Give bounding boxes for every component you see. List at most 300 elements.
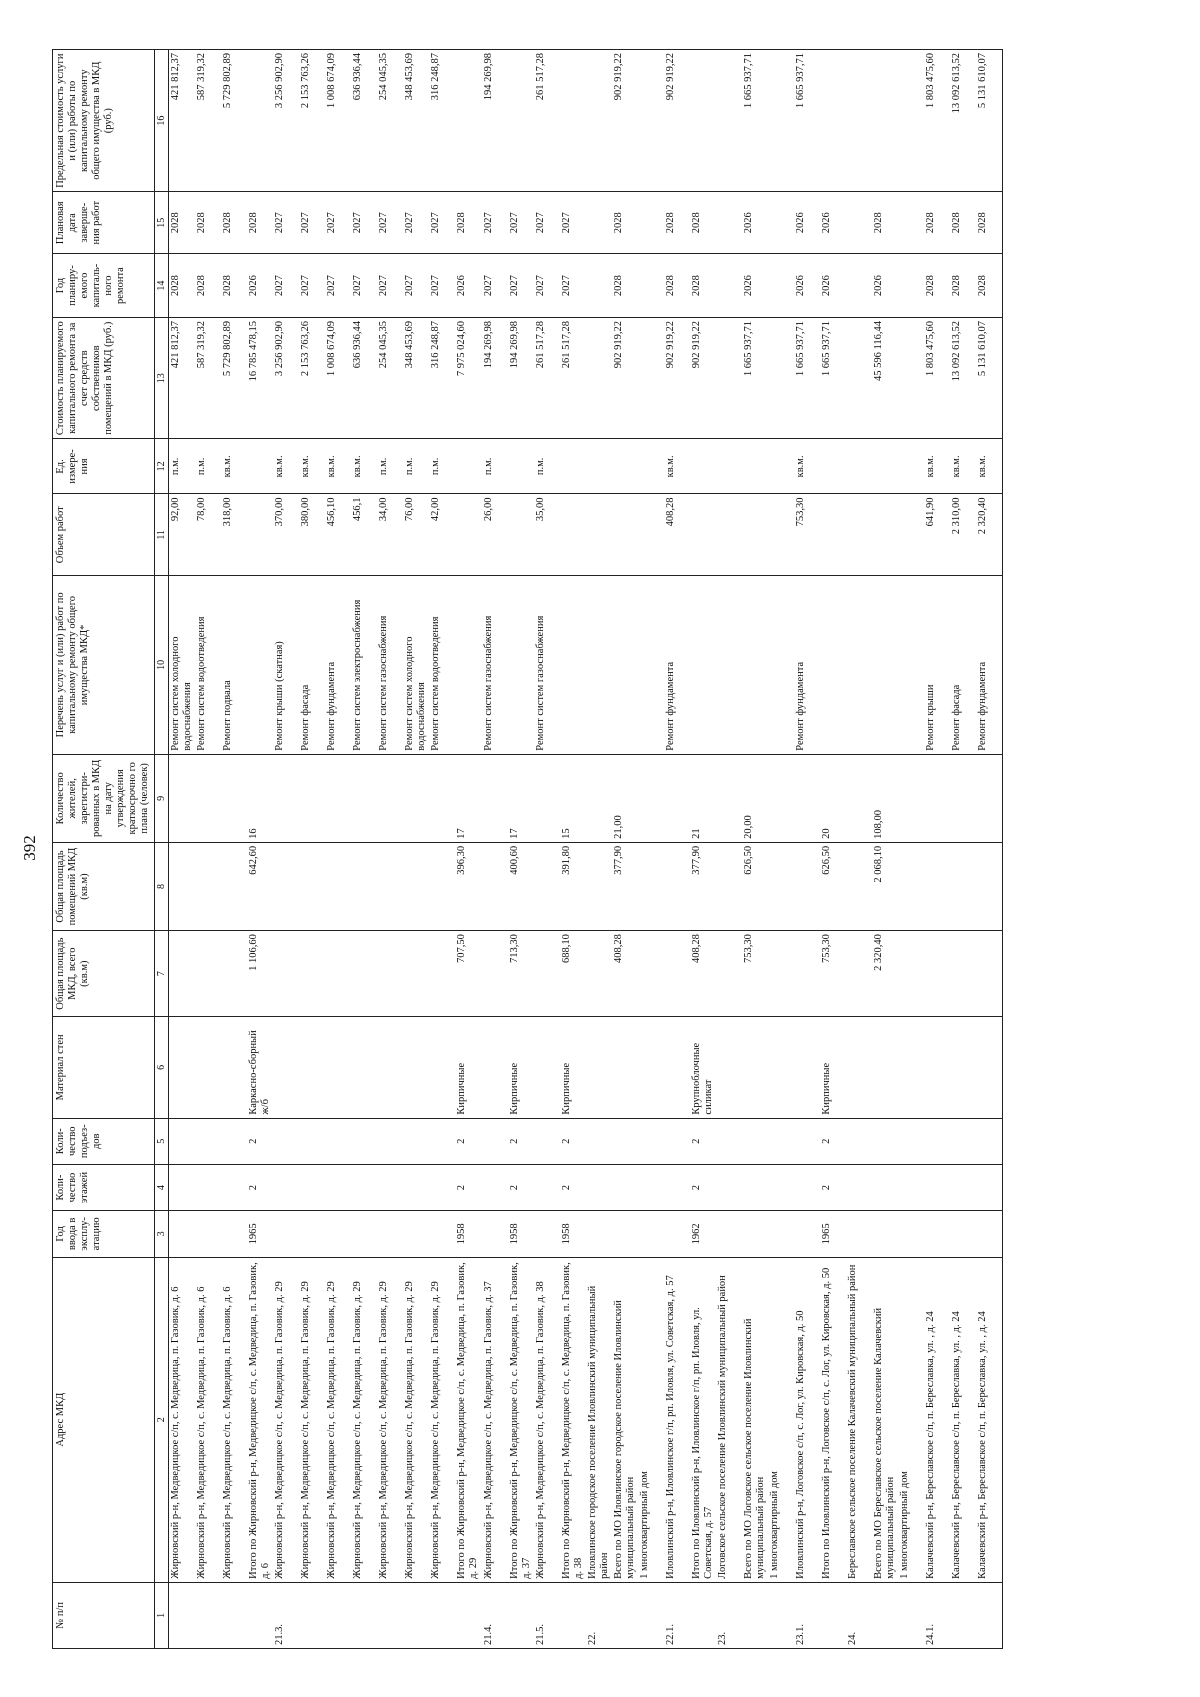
floors-cell <box>299 1164 325 1210</box>
entrances-cell <box>403 1118 429 1164</box>
entrances-cell <box>950 1118 976 1164</box>
entrances-cell <box>325 1118 351 1164</box>
unit-cell <box>690 439 716 494</box>
volume-cell <box>508 494 534 576</box>
address-cell: Жирновский р-н, Медведицкое с/п, с. Медведица, п. Газовик, д. 29 <box>429 1257 455 1582</box>
unit-cell <box>898 439 924 494</box>
completion-cell: 2026 <box>742 192 768 254</box>
unit-cell: кв.м. <box>351 439 377 494</box>
cost-cell: 1 665 937,71 <box>794 318 820 439</box>
planned-year-cell <box>768 254 794 318</box>
row-number <box>768 1582 794 1648</box>
premises-area-cell <box>273 842 299 930</box>
planned-year-cell: 2026 <box>247 254 273 318</box>
total-area-cell <box>403 931 429 1017</box>
premises-area-cell <box>664 842 690 930</box>
address-cell: Итого по Жирновский р-н, Медведицкое с/п, с. Медведица, п. Газовик, д. 6 <box>247 1257 273 1582</box>
column-number: 13 <box>154 318 169 439</box>
residents-cell <box>638 754 664 842</box>
cost-cell <box>716 318 742 439</box>
total-area-cell <box>586 931 612 1017</box>
work-type-cell <box>690 576 716 755</box>
address-cell: Иловлинское городское поселение Иловлинский муниципальный район <box>586 1257 612 1582</box>
max-cost-cell: 254 045,35 <box>377 50 403 192</box>
residents-cell <box>299 754 325 842</box>
max-cost-cell: 5 729 802,89 <box>221 50 247 192</box>
completion-cell: 2028 <box>247 192 273 254</box>
cost-cell: 7 975 024,60 <box>455 318 481 439</box>
total-area-cell <box>195 931 221 1017</box>
floors-cell <box>377 1164 403 1210</box>
planned-year-cell: 2028 <box>690 254 716 318</box>
total-area-cell <box>794 931 820 1017</box>
cost-cell: 348 453,69 <box>403 318 429 439</box>
residents-cell: 15 <box>560 754 586 842</box>
unit-cell <box>820 439 846 494</box>
table-row <box>820 50 846 1649</box>
planned-year-cell: 2026 <box>794 254 820 318</box>
table-row <box>638 50 664 1649</box>
planned-year-cell: 2027 <box>482 254 508 318</box>
max-cost-cell: 261 517,28 <box>534 50 560 192</box>
planned-year-cell: 2028 <box>924 254 950 318</box>
cost-cell: 3 256 902,90 <box>273 318 299 439</box>
residents-cell <box>950 754 976 842</box>
year-cell <box>976 1211 1003 1257</box>
volume-cell <box>820 494 846 576</box>
floors-cell <box>664 1164 690 1210</box>
material-cell: Кирпичные <box>820 1017 846 1118</box>
unit-cell: п.м. <box>377 439 403 494</box>
completion-cell: 2028 <box>169 192 196 254</box>
work-type-cell <box>638 576 664 755</box>
address-cell: Жирновский р-н, Медведицкое с/п, с. Медведица, п. Газовик, д. 29 <box>273 1257 299 1582</box>
table-row <box>664 50 690 1649</box>
work-type-cell: Ремонт фасада <box>299 576 325 755</box>
table-row <box>872 50 898 1649</box>
work-type-cell <box>560 576 586 755</box>
entrances-cell <box>716 1118 742 1164</box>
table-row <box>377 50 403 1649</box>
residents-cell <box>351 754 377 842</box>
unit-cell: кв.м. <box>976 439 1003 494</box>
address-cell: 1 многоквартирный дом <box>638 1257 664 1582</box>
unit-cell <box>455 439 481 494</box>
volume-cell: 408,28 <box>664 494 690 576</box>
premises-area-cell <box>846 842 872 930</box>
year-cell <box>586 1211 612 1257</box>
volume-cell <box>638 494 664 576</box>
floors-cell <box>950 1164 976 1210</box>
year-cell: 1958 <box>560 1211 586 1257</box>
year-cell: 1962 <box>690 1211 716 1257</box>
unit-cell <box>846 439 872 494</box>
address-cell: Жирновский р-н, Медведицкое с/п, с. Медведица, п. Газовик, д. 29 <box>403 1257 429 1582</box>
column-number: 9 <box>154 754 169 842</box>
volume-cell: 34,00 <box>377 494 403 576</box>
residents-cell <box>325 754 351 842</box>
volume-cell: 78,00 <box>195 494 221 576</box>
address-cell: Итого по Жирновский р-н, Медведицкое с/п, с. Медведица, п. Газовик, д. 37 <box>508 1257 534 1582</box>
column-number-row <box>154 50 169 1649</box>
cost-cell: 587 319,32 <box>195 318 221 439</box>
table-row <box>742 50 768 1649</box>
table-row <box>482 50 508 1649</box>
cost-cell <box>846 318 872 439</box>
completion-cell: 2027 <box>429 192 455 254</box>
total-area-cell <box>482 931 508 1017</box>
planned-year-cell: 2028 <box>612 254 638 318</box>
max-cost-cell: 1 008 674,09 <box>325 50 351 192</box>
address-cell: Береславское сельское поселение Калачевский муниципальный район <box>846 1257 872 1582</box>
address-cell: Жирновский р-н, Медведицкое с/п, с. Медведица, п. Газовик, д. 38 <box>534 1257 560 1582</box>
cost-cell: 316 248,87 <box>429 318 455 439</box>
material-cell <box>169 1017 196 1118</box>
premises-area-cell <box>195 842 221 930</box>
material-cell <box>534 1017 560 1118</box>
completion-cell <box>898 192 924 254</box>
total-area-cell <box>299 931 325 1017</box>
premises-area-cell <box>586 842 612 930</box>
residents-cell <box>195 754 221 842</box>
total-area-cell <box>716 931 742 1017</box>
year-cell: 1965 <box>247 1211 273 1257</box>
row-number: 22. <box>586 1582 612 1648</box>
volume-cell: 456,10 <box>325 494 351 576</box>
max-cost-cell: 316 248,87 <box>429 50 455 192</box>
table-row <box>560 50 586 1649</box>
row-number: 24. <box>846 1582 872 1648</box>
volume-cell: 380,00 <box>299 494 325 576</box>
completion-cell: 2028 <box>924 192 950 254</box>
total-area-cell <box>534 931 560 1017</box>
residents-cell <box>794 754 820 842</box>
premises-area-cell <box>768 842 794 930</box>
planned-year-cell <box>846 254 872 318</box>
floors-cell: 2 <box>560 1164 586 1210</box>
header-year-built: Год ввода в эксплу-атацию <box>53 1211 155 1257</box>
completion-cell: 2026 <box>794 192 820 254</box>
max-cost-cell <box>638 50 664 192</box>
work-type-cell <box>247 576 273 755</box>
year-cell <box>664 1211 690 1257</box>
material-cell <box>482 1017 508 1118</box>
address-cell: Жирновский р-н, Медведицкое с/п, с. Медведица, п. Газовик, д. 29 <box>299 1257 325 1582</box>
planned-year-cell: 2027 <box>534 254 560 318</box>
residents-cell <box>586 754 612 842</box>
total-area-cell: 1 106,60 <box>247 931 273 1017</box>
table-row <box>794 50 820 1649</box>
table-row <box>690 50 716 1649</box>
residents-cell <box>377 754 403 842</box>
row-number <box>221 1582 247 1648</box>
address-cell: Жирновский р-н, Медведицкое с/п, с. Медведица, п. Газовик, д. 6 <box>169 1257 196 1582</box>
row-number <box>742 1582 768 1648</box>
unit-cell <box>768 439 794 494</box>
cost-cell: 5 729 802,89 <box>221 318 247 439</box>
floors-cell <box>403 1164 429 1210</box>
row-number: 23.1. <box>794 1582 820 1648</box>
material-cell <box>846 1017 872 1118</box>
completion-cell: 2027 <box>482 192 508 254</box>
entrances-cell: 2 <box>508 1118 534 1164</box>
max-cost-cell: 421 812,37 <box>169 50 196 192</box>
entrances-cell <box>221 1118 247 1164</box>
max-cost-cell <box>247 50 273 192</box>
work-type-cell: Ремонт систем электроснабжения <box>351 576 377 755</box>
work-type-cell: Ремонт систем холодного водоснабжения <box>403 576 429 755</box>
work-type-cell <box>508 576 534 755</box>
row-number <box>508 1582 534 1648</box>
max-cost-cell: 587 319,32 <box>195 50 221 192</box>
year-cell <box>429 1211 455 1257</box>
premises-area-cell: 377,90 <box>612 842 638 930</box>
planned-year-cell <box>898 254 924 318</box>
entrances-cell <box>898 1118 924 1164</box>
completion-cell <box>586 192 612 254</box>
header-cost: Стоимость планируемого капитального ремонта за счет средств собственников помещений в МКД (руб.) <box>53 318 155 439</box>
row-number: 22.1. <box>664 1582 690 1648</box>
max-cost-cell <box>872 50 898 192</box>
material-cell <box>664 1017 690 1118</box>
total-area-cell: 688,10 <box>560 931 586 1017</box>
entrances-cell <box>768 1118 794 1164</box>
work-type-cell: Ремонт систем водоотведения <box>429 576 455 755</box>
completion-cell: 2026 <box>820 192 846 254</box>
entrances-cell <box>872 1118 898 1164</box>
premises-area-cell: 626,50 <box>820 842 846 930</box>
planned-year-cell: 2026 <box>872 254 898 318</box>
unit-cell <box>716 439 742 494</box>
column-number: 6 <box>154 1017 169 1118</box>
total-area-cell <box>351 931 377 1017</box>
volume-cell: 370,00 <box>273 494 299 576</box>
premises-area-cell <box>403 842 429 930</box>
max-cost-cell: 1 665 937,71 <box>742 50 768 192</box>
floors-cell <box>924 1164 950 1210</box>
table-row <box>768 50 794 1649</box>
premises-area-cell <box>429 842 455 930</box>
year-cell <box>768 1211 794 1257</box>
unit-cell <box>508 439 534 494</box>
premises-area-cell <box>950 842 976 930</box>
column-number: 4 <box>154 1164 169 1210</box>
table-row <box>846 50 872 1649</box>
row-number: 24.1. <box>924 1582 950 1648</box>
entrances-cell <box>351 1118 377 1164</box>
residents-cell: 21,00 <box>612 754 638 842</box>
year-cell <box>638 1211 664 1257</box>
planned-year-cell: 2027 <box>299 254 325 318</box>
planned-year-cell: 2027 <box>403 254 429 318</box>
max-cost-cell <box>455 50 481 192</box>
premises-area-cell <box>482 842 508 930</box>
entrances-cell <box>534 1118 560 1164</box>
cost-cell: 1 008 674,09 <box>325 318 351 439</box>
work-type-cell <box>768 576 794 755</box>
residents-cell <box>976 754 1003 842</box>
column-number: 15 <box>154 192 169 254</box>
entrances-cell <box>195 1118 221 1164</box>
address-cell: Иловлинский р-н, Иловлинское г/п, рп. Иловля, ул. Советская, д. 57 <box>664 1257 690 1582</box>
work-type-cell: Ремонт систем водоотведения <box>195 576 221 755</box>
work-type-cell: Ремонт крыши <box>924 576 950 755</box>
total-area-cell <box>898 931 924 1017</box>
material-cell <box>429 1017 455 1118</box>
year-cell <box>195 1211 221 1257</box>
entrances-cell <box>846 1118 872 1164</box>
material-cell <box>351 1017 377 1118</box>
year-cell <box>299 1211 325 1257</box>
floors-cell <box>612 1164 638 1210</box>
year-cell: 1958 <box>508 1211 534 1257</box>
table-body <box>169 50 1003 1649</box>
year-cell <box>612 1211 638 1257</box>
table-row <box>924 50 950 1649</box>
work-type-cell <box>612 576 638 755</box>
address-cell: Жирновский р-н, Медведицкое с/п, с. Медведица, п. Газовик, д. 6 <box>221 1257 247 1582</box>
year-cell <box>924 1211 950 1257</box>
column-number: 5 <box>154 1118 169 1164</box>
row-number <box>325 1582 351 1648</box>
residents-cell: 17 <box>508 754 534 842</box>
total-area-cell <box>846 931 872 1017</box>
max-cost-cell: 636 936,44 <box>351 50 377 192</box>
header-premises-area: Общая площадь помещений МКД (кв.м) <box>53 842 155 930</box>
row-number <box>976 1582 1003 1648</box>
year-cell <box>351 1211 377 1257</box>
unit-cell <box>638 439 664 494</box>
premises-area-cell <box>638 842 664 930</box>
residents-cell: 16 <box>247 754 273 842</box>
residents-cell: 17 <box>455 754 481 842</box>
material-cell <box>273 1017 299 1118</box>
floors-cell: 2 <box>820 1164 846 1210</box>
planned-year-cell <box>716 254 742 318</box>
max-cost-cell: 902 919,22 <box>664 50 690 192</box>
table-row <box>195 50 221 1649</box>
year-cell <box>742 1211 768 1257</box>
planned-year-cell: 2028 <box>195 254 221 318</box>
completion-cell: 2028 <box>195 192 221 254</box>
work-type-cell <box>455 576 481 755</box>
column-number: 1 <box>154 1582 169 1648</box>
header-max-cost: Предельная стоимость услуги и (или) работы по капитальному ремонту общего имущества в МКД (руб.) <box>53 50 155 192</box>
address-cell: Итого по Жирновский р-н, Медведицкое с/п, с. Медведица, п. Газовик, д. 38 <box>560 1257 586 1582</box>
unit-cell <box>742 439 768 494</box>
header-wall-material: Материал стен <box>53 1017 155 1118</box>
completion-cell: 2028 <box>872 192 898 254</box>
completion-cell: 2028 <box>221 192 247 254</box>
row-number <box>690 1582 716 1648</box>
completion-cell <box>846 192 872 254</box>
entrances-cell <box>273 1118 299 1164</box>
address-cell: Жирновский р-н, Медведицкое с/п, с. Медведица, п. Газовик, д. 29 <box>325 1257 351 1582</box>
address-cell: Жирновский р-н, Медведицкое с/п, с. Медведица, п. Газовик, д. 37 <box>482 1257 508 1582</box>
work-type-cell: Ремонт фундамента <box>664 576 690 755</box>
material-cell: Кирпичные <box>455 1017 481 1118</box>
table-header <box>53 50 169 1649</box>
address-cell: Жирновский р-н, Медведицкое с/п, с. Медведица, п. Газовик, д. 6 <box>195 1257 221 1582</box>
year-cell <box>221 1211 247 1257</box>
total-area-cell <box>924 931 950 1017</box>
capital-repair-table <box>52 49 1003 1649</box>
completion-cell: 2028 <box>976 192 1003 254</box>
premises-area-cell: 2 068,10 <box>872 842 898 930</box>
completion-cell: 2027 <box>534 192 560 254</box>
total-area-cell <box>325 931 351 1017</box>
unit-cell: кв.м. <box>924 439 950 494</box>
header-address: Адрес МКД <box>53 1257 155 1582</box>
column-number: 3 <box>154 1211 169 1257</box>
residents-cell <box>716 754 742 842</box>
row-number: 23. <box>716 1582 742 1648</box>
entrances-cell <box>742 1118 768 1164</box>
table-row <box>716 50 742 1649</box>
table-row <box>221 50 247 1649</box>
max-cost-cell: 3 256 902,90 <box>273 50 299 192</box>
premises-area-cell: 400,60 <box>508 842 534 930</box>
material-cell: Каркасно-сборный ж/б <box>247 1017 273 1118</box>
address-cell: Итого по Жирновский р-н, Медведицкое с/п, с. Медведица, п. Газовик, д. 29 <box>455 1257 481 1582</box>
cost-cell: 1 665 937,71 <box>742 318 768 439</box>
residents-cell <box>221 754 247 842</box>
floors-cell <box>976 1164 1003 1210</box>
cost-cell: 194 269,98 <box>508 318 534 439</box>
work-type-cell: Ремонт систем холодного водоснабжения <box>169 576 196 755</box>
row-number <box>455 1582 481 1648</box>
row-number <box>247 1582 273 1648</box>
header-works-list: Перечень услуг и (или) работ по капитальному ремонту общего имущества МКД* <box>53 576 155 755</box>
residents-cell: 21 <box>690 754 716 842</box>
cost-cell: 16 785 478,15 <box>247 318 273 439</box>
entrances-cell <box>482 1118 508 1164</box>
total-area-cell <box>273 931 299 1017</box>
completion-cell: 2027 <box>299 192 325 254</box>
cost-cell: 902 919,22 <box>690 318 716 439</box>
year-cell <box>846 1211 872 1257</box>
unit-cell: п.м. <box>429 439 455 494</box>
address-cell: Итого по Иловлинский р-н, Логовское с/п, с. Лог, ул. Кировская, д. 50 <box>820 1257 846 1582</box>
floors-cell <box>586 1164 612 1210</box>
cost-cell: 194 269,98 <box>482 318 508 439</box>
cost-cell: 2 153 763,26 <box>299 318 325 439</box>
max-cost-cell: 2 153 763,26 <box>299 50 325 192</box>
planned-year-cell <box>638 254 664 318</box>
planned-year-cell: 2026 <box>455 254 481 318</box>
unit-cell: п.м. <box>482 439 508 494</box>
material-cell <box>872 1017 898 1118</box>
row-number <box>195 1582 221 1648</box>
entrances-cell: 2 <box>247 1118 273 1164</box>
entrances-cell <box>924 1118 950 1164</box>
material-cell: Кирпичные <box>560 1017 586 1118</box>
table-row <box>950 50 976 1649</box>
max-cost-cell <box>846 50 872 192</box>
unit-cell: п.м. <box>169 439 196 494</box>
total-area-cell <box>664 931 690 1017</box>
entrances-cell <box>794 1118 820 1164</box>
volume-cell: 92,00 <box>169 494 196 576</box>
material-cell <box>976 1017 1003 1118</box>
header-total-area: Общая площадь МКД, всего (кв.м) <box>53 931 155 1017</box>
unit-cell: п.м. <box>403 439 429 494</box>
floors-cell <box>872 1164 898 1210</box>
work-type-cell <box>716 576 742 755</box>
unit-cell: кв.м. <box>221 439 247 494</box>
unit-cell: кв.м. <box>325 439 351 494</box>
volume-cell <box>872 494 898 576</box>
